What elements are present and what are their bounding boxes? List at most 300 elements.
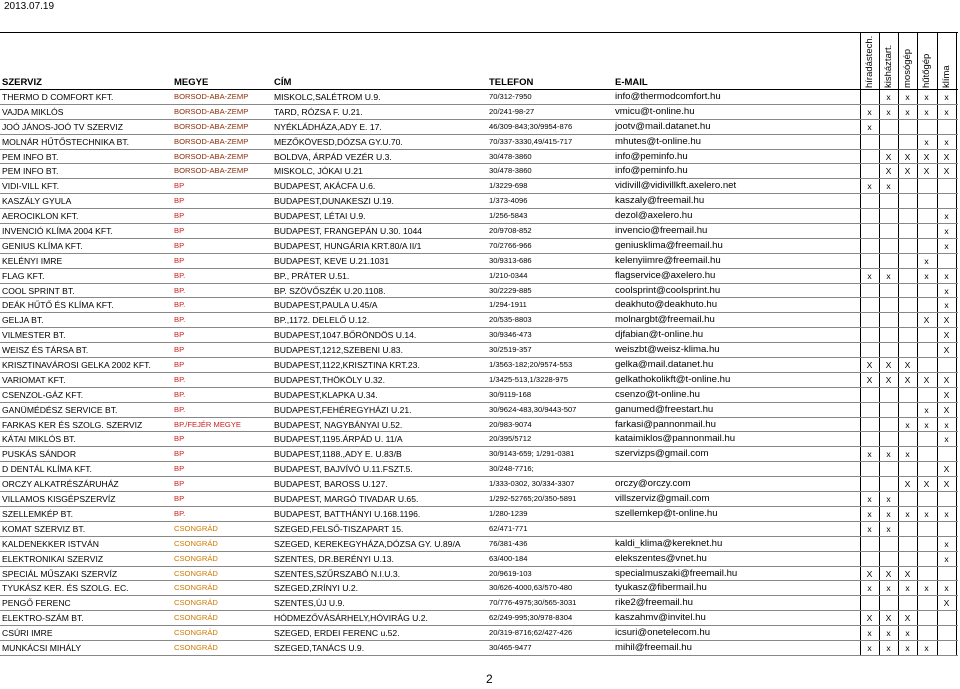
category-mark: [938, 626, 955, 641]
county: CSONGRÁD: [174, 613, 218, 623]
table-row: [0, 403, 958, 418]
service-name: FARKAS KER ÉS SZOLG. SZERVIZ: [2, 419, 143, 430]
phone: 30/9624-483,30/9443-507: [489, 404, 577, 414]
category-mark: x: [886, 508, 891, 519]
table-row: [0, 477, 958, 492]
email: vidivill@vidivillkft.axelero.net: [615, 180, 737, 192]
category-mark: x: [944, 508, 949, 519]
category-mark: [880, 418, 897, 433]
address: BUDAPEST,1195.ÁRPÁD U. 11/A: [274, 434, 403, 445]
category-mark: X: [904, 360, 911, 371]
address: BUDAPEST,DUNAKESZI U.19.: [274, 196, 394, 207]
service-name: FLAG KFT.: [2, 270, 45, 281]
address: SZENTES, DR.BERÉNYI U.13.: [274, 553, 394, 564]
table-row: [0, 388, 958, 403]
category-mark: [938, 358, 955, 373]
county: CSONGRÁD: [174, 553, 218, 563]
table-row: [0, 507, 958, 522]
email: coolsprint@coolsprint.hu: [615, 284, 721, 296]
category-mark: x: [867, 642, 872, 653]
address: BP.,1172. DELELŐ U.12.: [274, 315, 370, 326]
email: icsuri@onetelecom.hu: [615, 627, 711, 639]
category-mark: x: [886, 106, 891, 117]
phone: 20/535-8803: [489, 315, 532, 325]
address: SZEGED, KEREKEGYHÁZA,DÓZSA GY. U.89/A: [274, 538, 461, 549]
category-mark: x: [944, 300, 949, 311]
category-mark: [861, 90, 878, 105]
county: CSONGRÁD: [174, 598, 218, 608]
category-mark: [899, 313, 916, 328]
category-mark: x: [905, 583, 910, 594]
category-mark: x: [905, 106, 910, 117]
category-mark: X: [923, 151, 930, 162]
table-row: [0, 522, 958, 537]
category-mark: [918, 462, 935, 477]
address: BOLDVA, ÁRPÁD VEZÉR U.3.: [274, 151, 392, 162]
phone: 1/292-52765;20/350-5891: [489, 494, 577, 504]
category-mark: X: [885, 374, 892, 385]
county: BORSOD-ABA-ZEMP: [174, 106, 249, 116]
address: BUDAPEST, MARGÓ TIVADAR U.65.: [274, 494, 419, 505]
service-name: ELEKTRO-SZÁM BT.: [2, 613, 84, 624]
category-mark: [918, 120, 935, 135]
category-mark: [918, 358, 935, 373]
category-mark: x: [905, 419, 910, 430]
category-mark: [938, 492, 955, 507]
email: rike2@freemail.hu: [615, 597, 693, 609]
email: geniusklima@freemail.hu: [615, 239, 723, 251]
category-mark: x: [924, 92, 929, 102]
category-mark: [899, 269, 916, 284]
category-mark: x: [867, 181, 872, 192]
category-mark: x: [886, 628, 891, 639]
category-mark: [918, 224, 935, 239]
category-mark: [918, 596, 935, 611]
category-mark: x: [924, 404, 929, 415]
service-name: CSENZOL-GÁZ KFT.: [2, 389, 84, 400]
category-mark: x: [944, 270, 949, 281]
service-name: CSÚRI IMRE: [2, 628, 53, 639]
category-mark: X: [943, 315, 950, 326]
county: BP.: [174, 300, 186, 310]
category-mark: [899, 462, 916, 477]
address: BUDAPEST, LÉTAI U.9.: [274, 211, 366, 222]
table-row: [0, 343, 958, 358]
category-mark: [938, 641, 955, 656]
email: szellemkep@t-online.hu: [615, 507, 718, 519]
category-mark: x: [944, 434, 949, 445]
category-mark: X: [943, 345, 950, 356]
address: MISKOLC, JÓKAI U.21: [274, 166, 363, 177]
category-mark: [880, 239, 897, 254]
service-name: PUSKÁS SÁNDOR: [2, 449, 77, 460]
category-mark: [918, 284, 935, 299]
category-mark: [918, 492, 935, 507]
category-mark: [918, 432, 935, 447]
category-mark: [861, 403, 878, 418]
service-name: KÁTAI MIKLÓS BT.: [2, 434, 76, 445]
phone: 1/294-1911: [489, 300, 527, 310]
service-name: KELÉNYI IMRE: [2, 255, 63, 266]
category-mark: [861, 194, 878, 209]
county: BP: [174, 226, 185, 236]
phone: 30/2229-885: [489, 285, 532, 295]
county: BP: [174, 196, 185, 206]
email: tyukasz@fibermail.hu: [615, 582, 707, 594]
phone: 30/626-4000,63/570-480: [489, 583, 573, 593]
category-mark: X: [904, 613, 911, 624]
category-mark: x: [867, 523, 872, 534]
page-number: 2: [486, 672, 493, 686]
table-row: [0, 328, 958, 343]
address: SZEGED,FELSŐ-TISZAPART 15.: [274, 523, 404, 534]
category-mark: [918, 567, 935, 582]
table-row: [0, 164, 958, 179]
category-mark: x: [944, 211, 949, 222]
category-mark: [880, 552, 897, 567]
address: TARD, RÓZSA F. U.21.: [274, 106, 363, 117]
table-row: [0, 284, 958, 299]
county: BP.: [174, 404, 186, 414]
table-row: [0, 432, 958, 447]
category-mark: [880, 537, 897, 552]
phone: 1/373-4096: [489, 196, 528, 206]
table-row: [0, 418, 958, 433]
category-mark: [861, 462, 878, 477]
phone: 30/9346-473: [489, 330, 532, 340]
category-mark: [899, 135, 916, 150]
service-name: D DENTÁL KLÍMA KFT.: [2, 464, 92, 475]
category-mark: [918, 626, 935, 641]
category-mark: x: [924, 508, 929, 519]
header-name: SZERVIZ: [2, 77, 42, 88]
service-name: PEM INFO BT.: [2, 166, 59, 177]
county: CSONGRÁD: [174, 538, 218, 548]
category-mark: X: [885, 568, 892, 579]
email: kataimiklos@pannonmail.hu: [615, 433, 736, 445]
category-mark: X: [943, 464, 950, 475]
service-name: SZELLEMKÉP BT.: [2, 508, 74, 519]
email: specialmuszaki@freemail.hu: [615, 567, 738, 579]
email: info@thermodcomfort.hu: [615, 91, 721, 102]
table-row: [0, 194, 958, 209]
phone: 1/210-0344: [489, 270, 528, 280]
category-mark: X: [885, 613, 892, 624]
category-mark: [899, 284, 916, 299]
category-mark: [880, 313, 897, 328]
category-mark: X: [904, 166, 911, 177]
table-row: [0, 462, 958, 477]
service-name: KOMAT SZERVIZ BT.: [2, 523, 86, 534]
email: villszerviz@gmail.com: [615, 493, 710, 505]
county: CSONGRÁD: [174, 583, 218, 593]
address: BUDAPEST, FRANGEPÁN U.30. 1044: [274, 226, 423, 237]
phone: 1/3425-513,1/3228-975: [489, 374, 568, 384]
email: mihil@freemail.hu: [615, 641, 692, 653]
header-address: CÍM: [274, 77, 292, 88]
table-row: [0, 447, 958, 462]
phone: 30/9313-686: [489, 255, 532, 265]
category-mark: [938, 447, 955, 462]
category-mark: [899, 298, 916, 313]
category-mark: [861, 552, 878, 567]
email: elekszentes@vnet.hu: [615, 552, 707, 564]
category-mark: [899, 343, 916, 358]
category-mark: [899, 179, 916, 194]
service-name: MOLNÁR HŰTŐSTECHNIKA BT.: [2, 136, 130, 147]
category-mark: x: [944, 419, 949, 430]
service-name: SPECIÁL MŰSZAKI SZERVÍZ: [2, 568, 118, 579]
phone: 70/312-7950: [489, 92, 532, 101]
category-mark: [880, 403, 897, 418]
email: [615, 522, 859, 537]
address: BP., PRÁTER U.51.: [274, 270, 350, 281]
category-mark: [899, 224, 916, 239]
category-mark: [918, 343, 935, 358]
category-mark: [899, 239, 916, 254]
category-mark: X: [904, 568, 911, 579]
category-mark: x: [944, 538, 949, 549]
category-mark: [880, 343, 897, 358]
table-row: [0, 492, 958, 507]
county: BP.: [174, 389, 186, 399]
category-mark: x: [924, 106, 929, 117]
category-mark: [861, 313, 878, 328]
header-category-label: klíma: [940, 65, 952, 88]
phone: 70/2766-966: [489, 240, 532, 250]
category-mark: [880, 328, 897, 343]
service-name: GENIUS KLÍMA KFT.: [2, 240, 83, 251]
category-mark: [880, 477, 897, 492]
category-mark: [861, 432, 878, 447]
county: BP: [174, 181, 185, 191]
county: BP: [174, 330, 185, 340]
county: CSONGRÁD: [174, 628, 218, 638]
category-mark: X: [866, 374, 873, 385]
category-mark: x: [944, 240, 949, 251]
category-mark: [880, 284, 897, 299]
service-name: PENGŐ FERENC: [2, 598, 71, 609]
address: BUDAPEST,FEHÉREGYHÁZI U.21.: [274, 404, 412, 415]
email: gelkathokolikft@t-online.hu: [615, 373, 731, 385]
email: info@peminfo.hu: [615, 150, 688, 162]
address: MEZŐKÖVESD,DÓZSA GY.U.70.: [274, 136, 403, 147]
category-mark: x: [924, 419, 929, 430]
email: vmicu@t-online.hu: [615, 105, 695, 117]
category-mark: [861, 596, 878, 611]
service-name: GANÜMÉDÉSZ SERVICE BT.: [2, 404, 118, 415]
email: szervizps@gmail.com: [615, 448, 709, 460]
category-mark: X: [923, 479, 930, 490]
header-category-1: [861, 32, 878, 90]
category-mark: X: [904, 374, 911, 385]
county: BP.: [174, 374, 186, 384]
address: HÓDMEZŐVÁSÁRHELY,HÓVIRÁG U.2.: [274, 613, 428, 624]
category-mark: x: [905, 642, 910, 653]
category-mark: [899, 522, 916, 537]
category-mark: x: [867, 494, 872, 505]
phone: 30/478-3860: [489, 151, 532, 161]
category-mark: X: [866, 360, 873, 371]
header-category-2: [880, 32, 897, 90]
category-mark: [880, 432, 897, 447]
address: BUDAPEST,1047.BŐRÖNDÖS U.14.: [274, 330, 417, 341]
category-mark: [861, 298, 878, 313]
phone: 1/280-1239: [489, 508, 528, 518]
county: BP./FEJÉR MEGYE: [174, 419, 241, 429]
service-name: GELJA BT.: [2, 315, 44, 326]
address: BP. SZÖVŐSZÉK U.20.1108.: [274, 285, 386, 296]
category-mark: X: [943, 151, 950, 162]
phone: 1/3563-182;20/9574-553: [489, 360, 573, 370]
category-mark: [861, 224, 878, 239]
address: MISKOLC,SALÉTROM U.9.: [274, 92, 381, 102]
category-mark: x: [867, 106, 872, 117]
category-mark: [880, 388, 897, 403]
category-mark: [861, 477, 878, 492]
address: SZEGED,TANÁCS U.9.: [274, 642, 365, 653]
category-mark: x: [867, 583, 872, 594]
category-mark: [899, 120, 916, 135]
category-mark: [938, 567, 955, 582]
address: BUDAPEST, BAJVÍVÓ U.11.FSZT.5.: [274, 464, 413, 475]
service-name: VILMESTER BT.: [2, 330, 66, 341]
county: CSONGRÁD: [174, 568, 218, 578]
service-name: JOÓ JÁNOS-JOÓ TV SZERVIZ: [2, 121, 123, 132]
category-mark: X: [885, 166, 892, 177]
category-mark: x: [924, 583, 929, 594]
email: farkasi@pannonmail.hu: [615, 418, 716, 430]
category-mark: [861, 328, 878, 343]
phone: 20/319-8716;62/427-426: [489, 628, 573, 638]
phone: 30/2519-357: [489, 345, 532, 355]
category-mark: X: [943, 404, 950, 415]
county: BP: [174, 345, 185, 355]
category-mark: [918, 209, 935, 224]
address: BUDAPEST, BATTHÁNYI U.168.1196.: [274, 508, 421, 519]
service-name: VIDI-VILL KFT.: [2, 181, 59, 192]
service-name: DEÁK HŰTŐ ÉS KLÍMA KFT.: [2, 300, 114, 311]
category-mark: x: [944, 136, 949, 147]
service-name: KASZÁLY GYULA: [2, 196, 72, 207]
category-mark: x: [867, 449, 872, 460]
category-mark: x: [944, 226, 949, 237]
county: BP: [174, 479, 185, 489]
phone: 20/9708-852: [489, 226, 532, 236]
table-row: [0, 611, 958, 626]
address: BUDAPEST, NAGYBÁNYAI U.52.: [274, 419, 403, 430]
address: BUDAPEST,PAULA U.45/A: [274, 300, 378, 311]
address: BUDAPEST, BAROSS U.127.: [274, 479, 388, 490]
phone: 30/9119-168: [489, 389, 532, 399]
table-row: [0, 358, 958, 373]
address: NYÉKLÁDHÁZA,ADY E. 17.: [274, 121, 382, 132]
phone: 20/9619-103: [489, 568, 532, 578]
email: kaldi_klima@kereknet.hu: [615, 537, 723, 549]
service-name: AEROCIKLON KFT.: [2, 211, 79, 222]
table-row: [0, 150, 958, 165]
header-category-label: mosógép: [901, 48, 913, 88]
category-mark: [880, 194, 897, 209]
table-row: [0, 224, 958, 239]
category-mark: X: [923, 315, 930, 326]
category-mark: X: [943, 330, 950, 341]
county: BORSOD-ABA-ZEMP: [174, 151, 249, 161]
service-name: PEM INFO BT.: [2, 151, 59, 162]
county: CSONGRÁD: [174, 523, 218, 533]
category-mark: [861, 343, 878, 358]
category-mark: [899, 492, 916, 507]
category-mark: [861, 388, 878, 403]
category-mark: x: [944, 285, 949, 296]
table-row: [0, 581, 958, 596]
email: kaszaly@freemail.hu: [615, 195, 705, 207]
service-name: VARIOMAT KFT.: [2, 374, 66, 385]
table-row: [0, 209, 958, 224]
table-row: [0, 373, 958, 388]
category-mark: [861, 537, 878, 552]
email: flagservice@axelero.hu: [615, 269, 716, 281]
address: SZEGED, ERDEI FERENC u.52.: [274, 628, 400, 639]
category-mark: [918, 179, 935, 194]
header-category-3: [899, 32, 916, 90]
category-mark: x: [886, 494, 891, 505]
county: BP: [174, 494, 185, 504]
category-mark: x: [886, 92, 891, 102]
address: BUDAPEST,THÖKÖLY U.32.: [274, 374, 385, 385]
table-row: [0, 298, 958, 313]
category-mark: [918, 194, 935, 209]
email: ganumed@freestart.hu: [615, 403, 714, 415]
phone: 62/471-771: [489, 523, 528, 533]
email: jootv@mail.datanet.hu: [615, 120, 711, 132]
category-mark: [861, 209, 878, 224]
table-top-border: [0, 32, 958, 33]
header-category-5: [938, 32, 955, 90]
county: BP.: [174, 270, 186, 280]
category-mark: x: [944, 583, 949, 594]
table-row: [0, 135, 958, 150]
category-mark: X: [943, 598, 950, 609]
table-row: [0, 254, 958, 269]
county: BP: [174, 449, 185, 459]
service-name: INVENCIÓ KLÍMA 2004 KFT.: [2, 226, 113, 237]
category-mark: x: [924, 136, 929, 147]
phone: 70/337-3330,49/415-717: [489, 136, 573, 146]
category-mark: X: [885, 360, 892, 371]
category-mark: x: [944, 106, 949, 117]
address: BUDAPEST,1212,SZEBENI U.83.: [274, 345, 403, 356]
county: BP: [174, 240, 185, 250]
county: BORSOD-ABA-ZEMP: [174, 136, 249, 146]
address: BUDAPEST,1188.,ADY E. U.83/B: [274, 449, 402, 460]
phone: 76/381-436: [489, 538, 528, 548]
category-mark: [880, 298, 897, 313]
table-row: [0, 105, 958, 120]
header-county: MEGYE: [174, 77, 209, 88]
table-row: [0, 552, 958, 567]
category-mark: x: [905, 508, 910, 519]
category-mark: X: [923, 166, 930, 177]
category-mark: [880, 254, 897, 269]
category-mark: [899, 388, 916, 403]
address: BUDAPEST,KLAPKA U.34.: [274, 389, 378, 400]
category-mark: x: [867, 270, 872, 281]
category-mark: [861, 239, 878, 254]
email: kelenyiimre@freemail.hu: [615, 254, 721, 266]
service-name: VAJDA MIKLÓS: [2, 106, 64, 117]
table-row: [0, 641, 958, 656]
